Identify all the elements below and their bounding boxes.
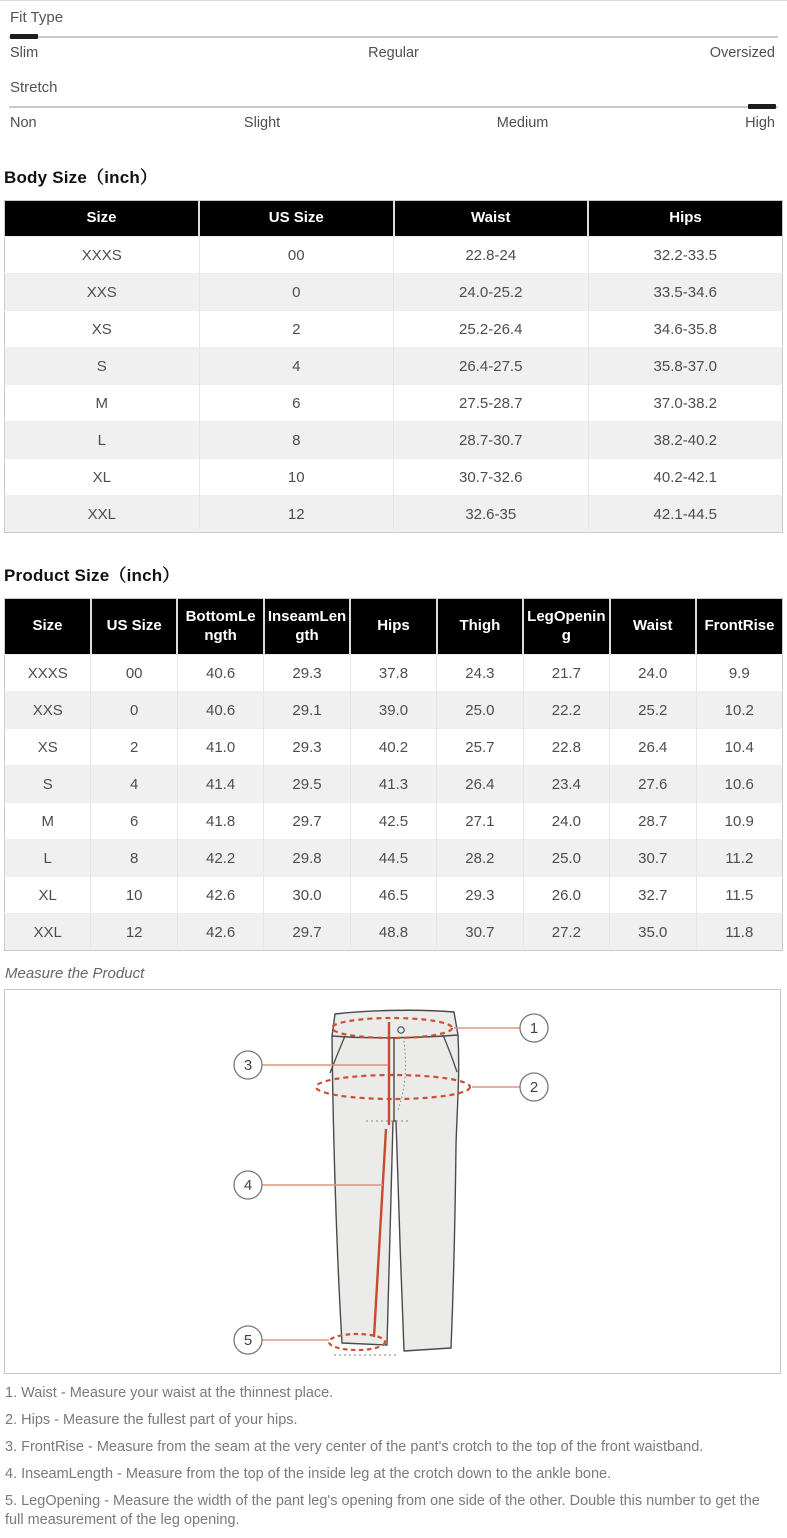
table-row: [5, 496, 783, 533]
table-row: [5, 385, 783, 422]
table-cell: 24.0: [610, 655, 696, 692]
column-header: US Size: [199, 201, 394, 237]
column-header: FrontRise: [696, 599, 783, 655]
measure-diagram: [5, 990, 782, 1375]
table-cell: 24.0-25.2: [394, 274, 589, 311]
stretch-option-high: High: [745, 115, 775, 131]
table-cell: 29.7: [264, 914, 350, 951]
callout-4-number: 4: [243, 1177, 253, 1194]
table-row: [5, 914, 783, 951]
table-cell: 6: [91, 803, 177, 840]
table-cell: 24.3: [437, 655, 523, 692]
table-cell: S: [5, 348, 200, 385]
table-cell: 42.2: [177, 840, 263, 877]
table-cell: 10.6: [696, 766, 783, 803]
table-cell: 25.0: [437, 692, 523, 729]
table-cell: 9.9: [696, 655, 783, 692]
table-cell: 39.0: [350, 692, 436, 729]
stretch-slider: [9, 104, 778, 109]
table-row: [5, 840, 783, 877]
table-cell: 10.2: [696, 692, 783, 729]
table-cell: 40.6: [177, 692, 263, 729]
table-cell: XS: [5, 729, 91, 766]
table-cell: 26.4-27.5: [394, 348, 589, 385]
table-row: [5, 877, 783, 914]
callout-3-number: 3: [243, 1057, 253, 1074]
fit-type-label: Fit Type: [10, 9, 64, 26]
table-cell: 25.7: [437, 729, 523, 766]
table-cell: 26.4: [437, 766, 523, 803]
table-cell: 32.6-35: [394, 496, 589, 533]
table-cell: 6: [199, 385, 394, 422]
column-header: BottomLength: [177, 599, 263, 655]
table-cell: 35.8-37.0: [588, 348, 783, 385]
table-cell: 25.0: [523, 840, 609, 877]
table-cell: 29.3: [437, 877, 523, 914]
fit-stretch-section: [0, 1, 787, 135]
table-cell: 21.7: [523, 655, 609, 692]
fit-type-track-line: [9, 36, 778, 38]
table-cell: 40.2-42.1: [588, 459, 783, 496]
table-cell: 41.8: [177, 803, 263, 840]
table-cell: 40.2: [350, 729, 436, 766]
table-cell: 28.7-30.7: [394, 422, 589, 459]
column-header: Size: [5, 599, 91, 655]
table-cell: 28.7: [610, 803, 696, 840]
measure-diagram-box: [4, 989, 781, 1374]
table-cell: 11.2: [696, 840, 783, 877]
table-cell: M: [5, 803, 91, 840]
fit-option-oversized: Oversized: [709, 45, 775, 61]
table-cell: 42.5: [350, 803, 436, 840]
table-cell: XL: [5, 459, 200, 496]
table-cell: 29.1: [264, 692, 350, 729]
table-cell: XXS: [5, 274, 200, 311]
table-cell: L: [5, 840, 91, 877]
fit-type-slider: [9, 34, 778, 39]
table-row: [5, 311, 783, 348]
table-cell: 44.5: [350, 840, 436, 877]
instruction-hips: 2. Hips - Measure the fullest part of your hips.: [5, 1412, 298, 1429]
table-cell: 35.0: [610, 914, 696, 951]
table-cell: 27.1: [437, 803, 523, 840]
table-cell: XXXS: [5, 655, 91, 692]
header-row: [5, 201, 783, 237]
table-cell: 30.7: [610, 840, 696, 877]
callout-3: [234, 1051, 262, 1079]
column-header: Waist: [394, 201, 589, 237]
table-cell: 4: [199, 348, 394, 385]
table-cell: 27.6: [610, 766, 696, 803]
table-cell: 11.8: [696, 914, 783, 951]
table-row: [5, 237, 783, 274]
table-cell: 10.9: [696, 803, 783, 840]
table-cell: 30.7: [437, 914, 523, 951]
table-cell: 32.7: [610, 877, 696, 914]
table-cell: 29.3: [264, 729, 350, 766]
table-cell: 33.5-34.6: [588, 274, 783, 311]
waist-button: [398, 1027, 404, 1033]
stretch-option-non: Non: [10, 115, 37, 131]
table-row: [5, 348, 783, 385]
instruction-legopening: 5. LegOpening - Measure the width of the pant leg's opening from one side of the other. Double this number to get the full measurement of the leg opening.: [5, 1493, 760, 1528]
table-cell: 41.3: [350, 766, 436, 803]
table-cell: 26.0: [523, 877, 609, 914]
table-cell: 24.0: [523, 803, 609, 840]
table-cell: 10: [199, 459, 394, 496]
table-cell: 38.2-40.2: [588, 422, 783, 459]
table-cell: 11.5: [696, 877, 783, 914]
column-header: US Size: [91, 599, 177, 655]
table-cell: 41.0: [177, 729, 263, 766]
table-cell: 25.2: [610, 692, 696, 729]
table-cell: 23.4: [523, 766, 609, 803]
table-cell: 30.7-32.6: [394, 459, 589, 496]
fit-option-regular: Regular: [368, 45, 419, 61]
callout-2: [520, 1073, 548, 1101]
table-cell: XXS: [5, 692, 91, 729]
measurement-instructions: [0, 1374, 787, 1529]
callout-1-number: 1: [529, 1020, 539, 1037]
table-cell: 29.7: [264, 803, 350, 840]
table-row: [5, 655, 783, 692]
table-row: [5, 692, 783, 729]
stretch-options: [0, 115, 787, 135]
table-row: [5, 274, 783, 311]
column-header: Hips: [350, 599, 436, 655]
stretch-marker: [748, 104, 776, 109]
product-size-table: [4, 598, 783, 951]
table-cell: 12: [91, 914, 177, 951]
table-cell: 29.3: [264, 655, 350, 692]
column-header: LegOpening: [523, 599, 609, 655]
pants-outline: [332, 1010, 459, 1351]
table-cell: 42.6: [177, 914, 263, 951]
fit-type-marker: [10, 34, 38, 39]
table-cell: L: [5, 422, 200, 459]
table-row: [5, 803, 783, 840]
product-size-title: Product Size（inch）: [4, 566, 180, 585]
table-cell: 48.8: [350, 914, 436, 951]
table-cell: S: [5, 766, 91, 803]
table-cell: 10.4: [696, 729, 783, 766]
table-row: [5, 422, 783, 459]
table-cell: 46.5: [350, 877, 436, 914]
table-cell: 00: [91, 655, 177, 692]
table-cell: 4: [91, 766, 177, 803]
table-cell: 37.0-38.2: [588, 385, 783, 422]
table-cell: 0: [199, 274, 394, 311]
body-size-title: Body Size（inch）: [4, 168, 158, 187]
table-cell: 27.5-28.7: [394, 385, 589, 422]
table-cell: XL: [5, 877, 91, 914]
table-cell: 30.0: [264, 877, 350, 914]
table-cell: 00: [199, 237, 394, 274]
column-header: Size: [5, 201, 200, 237]
header-row: [5, 599, 783, 655]
table-cell: 8: [199, 422, 394, 459]
callout-5-number: 5: [243, 1332, 253, 1349]
callout-1: [520, 1014, 548, 1042]
table-row: [5, 459, 783, 496]
callout-2-number: 2: [529, 1079, 539, 1096]
column-header: Waist: [610, 599, 696, 655]
stretch-option-slight: Slight: [243, 115, 281, 131]
table-cell: XXL: [5, 914, 91, 951]
table-row: [5, 729, 783, 766]
table-cell: 2: [91, 729, 177, 766]
table-cell: XS: [5, 311, 200, 348]
table-cell: 34.6-35.8: [588, 311, 783, 348]
table-cell: 42.1-44.5: [588, 496, 783, 533]
table-cell: 37.8: [350, 655, 436, 692]
table-cell: 40.6: [177, 655, 263, 692]
measure-caption: Measure the Product: [5, 965, 145, 982]
table-cell: 41.4: [177, 766, 263, 803]
callout-4: [234, 1171, 262, 1199]
table-cell: 26.4: [610, 729, 696, 766]
table-cell: 12: [199, 496, 394, 533]
column-header: Hips: [588, 201, 783, 237]
table-cell: 32.2-33.5: [588, 237, 783, 274]
table-cell: 22.8: [523, 729, 609, 766]
instruction-inseamlength: 4. InseamLength - Measure from the top of the inside leg at the crotch down to the ankle bone.: [5, 1466, 612, 1483]
fit-option-slim: Slim: [10, 45, 39, 61]
table-cell: 28.2: [437, 840, 523, 877]
table-cell: 29.5: [264, 766, 350, 803]
table-cell: 22.2: [523, 692, 609, 729]
table-cell: 8: [91, 840, 177, 877]
table-cell: 29.8: [264, 840, 350, 877]
table-cell: 25.2-26.4: [394, 311, 589, 348]
table-cell: XXL: [5, 496, 200, 533]
table-cell: 27.2: [523, 914, 609, 951]
table-row: [5, 766, 783, 803]
table-cell: 2: [199, 311, 394, 348]
table-cell: 10: [91, 877, 177, 914]
table-cell: XXXS: [5, 237, 200, 274]
fit-type-options: [0, 45, 787, 65]
stretch-option-medium: Medium: [496, 115, 549, 131]
body-size-table: [4, 200, 783, 533]
column-header: InseamLength: [264, 599, 350, 655]
instruction-frontrise: 3. FrontRise - Measure from the seam at the very center of the pant's crotch to the top of the front waistband.: [5, 1439, 704, 1456]
table-cell: 42.6: [177, 877, 263, 914]
instruction-waist: 1. Waist - Measure your waist at the thinnest place.: [5, 1385, 334, 1401]
table-cell: 0: [91, 692, 177, 729]
column-header: Thigh: [437, 599, 523, 655]
stretch-label: Stretch: [10, 79, 58, 96]
table-cell: 22.8-24: [394, 237, 589, 274]
stretch-track-line: [9, 106, 778, 108]
table-cell: M: [5, 385, 200, 422]
callout-5: [234, 1326, 262, 1354]
